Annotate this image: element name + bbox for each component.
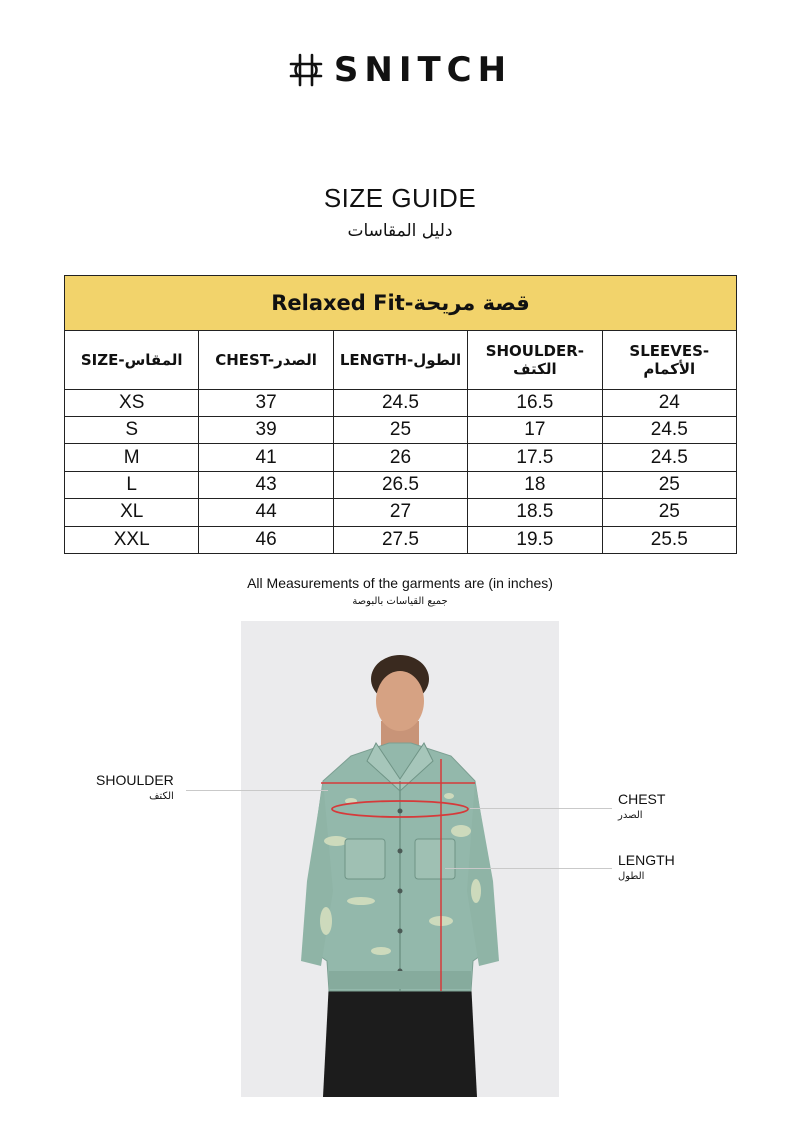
cell-shoulder: 17.5 [468,444,602,471]
fit-header-row [65,276,737,331]
cell-length: 25 [333,417,467,444]
table-row [65,471,737,498]
table-row [65,417,737,444]
cell-size: M [65,444,199,471]
cell-sleeves: 24.5 [602,444,736,471]
cell-length: 27 [333,499,467,526]
length-label-arabic: الطول [618,871,645,882]
column-header-row [65,330,737,389]
hash-grid-icon [288,52,324,88]
chest-label-text: CHEST [618,791,666,807]
header-text: SLEEVES- [629,341,710,360]
cell-sleeves: 25 [602,471,736,498]
cell-chest: 46 [199,526,333,553]
table-row [65,444,737,471]
cell-chest: 44 [199,499,333,526]
length-label-text: LENGTH [618,852,675,868]
cell-size: XS [65,389,199,416]
model-photo [241,621,559,1097]
cell-length: 26 [333,444,467,471]
shoulder-label-arabic: الكتف [149,791,174,802]
table-row [65,389,737,416]
header-text-arabic: الكتف [513,359,557,378]
shoulder-label [96,772,174,802]
right-pocket [415,839,455,879]
header-text: SHOULDER- [485,341,585,360]
cell-shoulder: 18.5 [468,499,602,526]
face [376,671,424,731]
length-guide-line [445,868,612,869]
cell-length: 26.5 [333,471,467,498]
cell-shoulder: 19.5 [468,526,602,553]
table-row [65,526,737,553]
jacket-model-illustration [241,621,559,1097]
size-table [64,275,737,554]
column-header-sleeves [602,330,736,389]
shoulder-guide-line [186,790,328,791]
column-header-chest [199,330,333,389]
length-label [618,852,675,882]
cell-sleeves: 25 [602,499,736,526]
cell-chest: 43 [199,471,333,498]
table-row [65,499,737,526]
cell-length: 24.5 [333,389,467,416]
measurement-note: All Measurements of the garments are (in inches) [247,575,553,591]
left-pocket [345,839,385,879]
cell-sleeves: 24.5 [602,417,736,444]
header-text: CHEST-الصدر [215,350,317,369]
shoulder-label-text: SHOULDER [96,772,174,788]
chest-guide-line [470,808,612,809]
waist-band [329,971,471,989]
page-title-arabic: دليل المقاسات [347,221,453,241]
brand-name: SNITCH [333,50,513,90]
header-text-arabic: الأكمام [643,359,696,378]
column-header-length [333,330,467,389]
cell-size: S [65,417,199,444]
cell-size: XL [65,499,199,526]
column-header-shoulder [468,330,602,389]
page-title: SIZE GUIDE [323,183,477,213]
cell-chest: 39 [199,417,333,444]
cell-chest: 37 [199,389,333,416]
cell-size: L [65,471,199,498]
cell-shoulder: 17 [468,417,602,444]
cell-length: 27.5 [333,526,467,553]
cell-size: XXL [65,526,199,553]
cell-sleeves: 24 [602,389,736,416]
trousers [323,981,477,1097]
brand-logo [0,50,800,90]
fit-label: Relaxed Fit-قصة مريحة [65,276,737,331]
cell-chest: 41 [199,444,333,471]
cell-shoulder: 16.5 [468,389,602,416]
measurement-note-arabic: جميع القياسات بالبوصة [352,596,448,607]
cell-shoulder: 18 [468,471,602,498]
cell-sleeves: 25.5 [602,526,736,553]
chest-label-arabic: الصدر [618,810,643,821]
header-text: LENGTH-الطول [339,350,462,369]
chest-label [618,791,665,821]
column-header-size [65,330,199,389]
header-text: SIZE-المقاس [80,350,183,369]
